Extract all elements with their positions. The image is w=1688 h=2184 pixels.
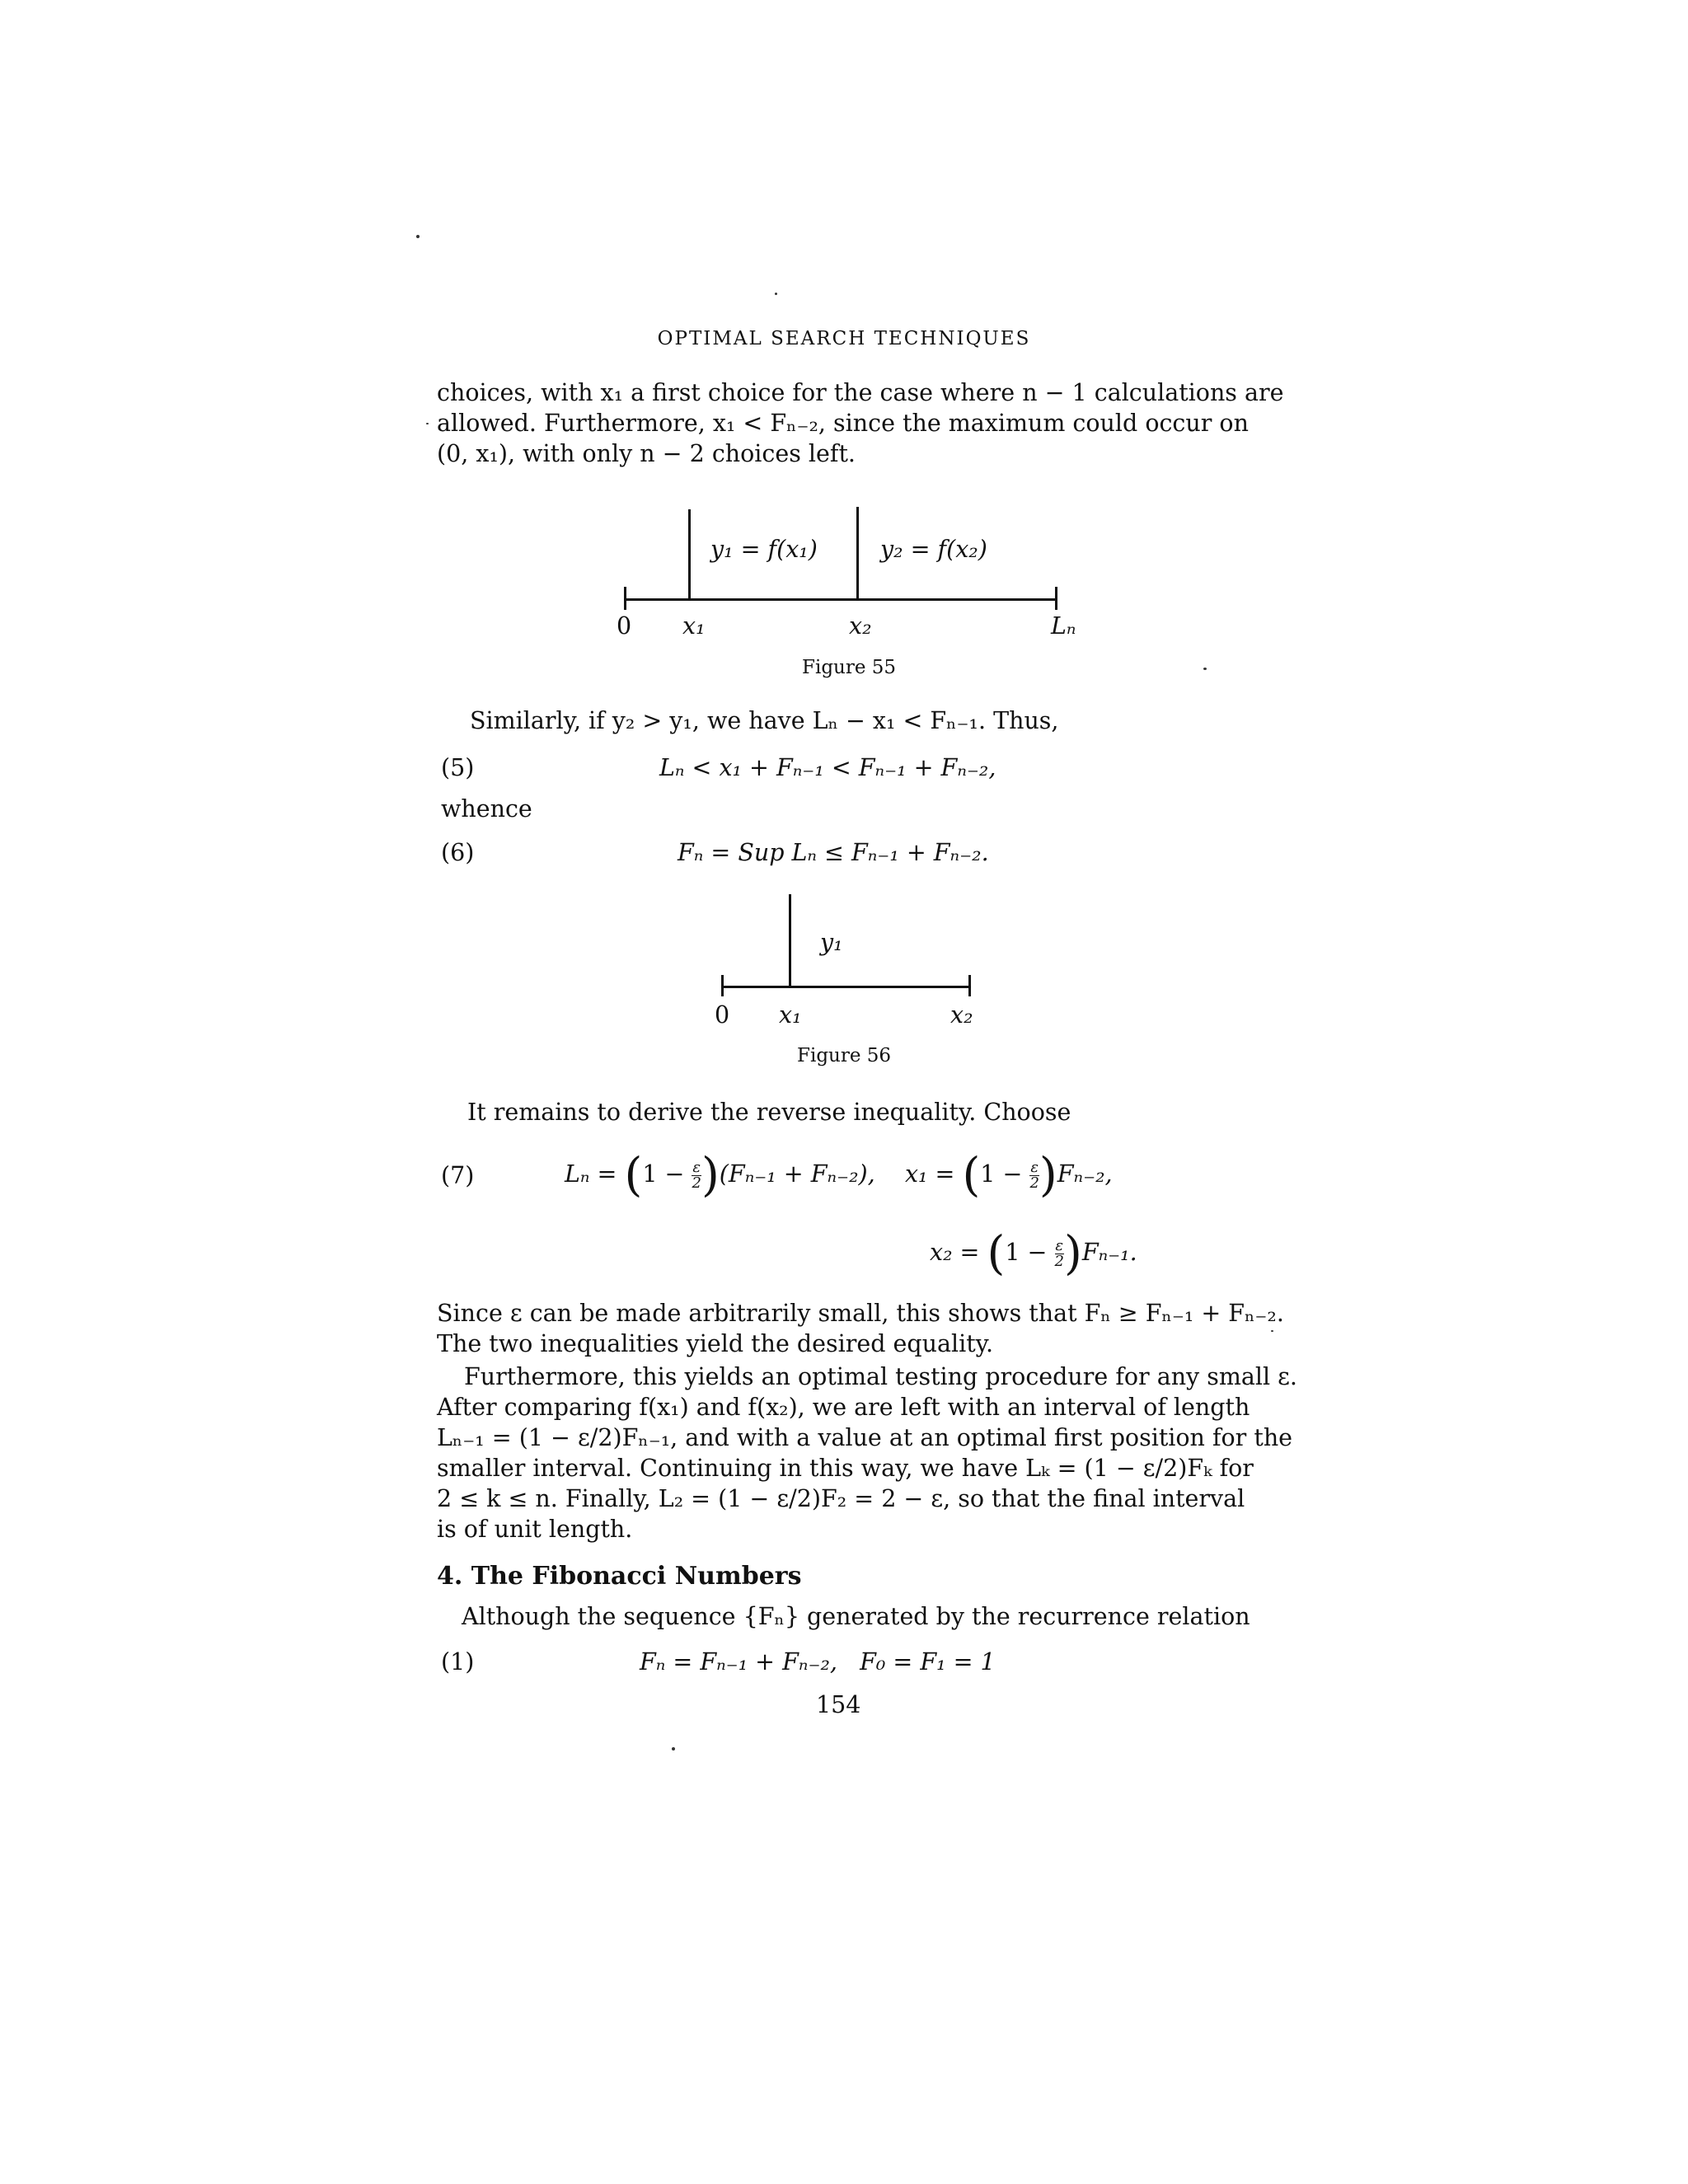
ordinate-y2 <box>856 507 859 600</box>
page-number: 154 <box>816 1691 861 1718</box>
eq7-fraction <box>1029 1160 1039 1191</box>
fig55-axis-Ln: Lₙ <box>1051 612 1076 640</box>
eq7-one-minus: 1 − <box>642 1160 685 1188</box>
scan-speck <box>1271 1330 1273 1332</box>
text-line: smaller interval. Continuing in this way, we have Lₖ = (1 − ε/2)Fₖ for <box>437 1455 1254 1482</box>
fig55-label-y2: y₂ = f(x₂) <box>880 536 987 563</box>
figure-56-caption: Figure 56 <box>797 1045 892 1066</box>
axis-tick-left <box>624 587 626 610</box>
left-paren: ( <box>624 1148 643 1202</box>
paragraph-2: Similarly, if y₂ > y₁, we have Lₙ − x₁ < Fₙ₋₁. Thus, <box>470 707 1059 734</box>
eq7-x1-lhs: x₁ = <box>904 1160 955 1188</box>
running-head: OPTIMAL SEARCH TECHNIQUES <box>657 328 1031 349</box>
equation-6-number: (6) <box>441 839 475 866</box>
eq7-fraction <box>1055 1239 1064 1269</box>
equation-6: Fₙ = Sup Lₙ ≤ Fₙ₋₁ + Fₙ₋₂. <box>678 839 989 866</box>
right-paren: ) <box>701 1148 720 1202</box>
section-heading: 4. The Fibonacci Numbers <box>437 1562 802 1591</box>
fig56-axis-zero: 0 <box>715 1001 730 1029</box>
text-line: 2 ≤ k ≤ n. Finally, L₂ = (1 − ε/2)F₂ = 2 − ε, so that the final interval <box>437 1485 1245 1512</box>
equation-5-number: (5) <box>441 754 475 781</box>
whence-text: whence <box>441 795 532 823</box>
paragraph-6: Although the sequence {Fₙ} generated by the recurrence relation <box>462 1603 1250 1630</box>
equation-1: Fₙ = Fₙ₋₁ + Fₙ₋₂, F₀ = F₁ = 1 <box>640 1648 996 1675</box>
equation-7-line-2 <box>930 1224 1137 1282</box>
figure-55-caption: Figure 55 <box>802 657 897 678</box>
frac-denominator: 2 <box>1054 1253 1064 1270</box>
text-line: is of unit length. <box>437 1516 633 1543</box>
equation-5: Lₙ < x₁ + Fₙ₋₁ < Fₙ₋₁ + Fₙ₋₂, <box>659 754 996 781</box>
fig55-label-y1: y₁ = f(x₁) <box>710 536 818 563</box>
eq7-x1-rest: Fₙ₋₂, <box>1057 1160 1113 1188</box>
fig55-axis-x2: x₂ <box>849 612 872 640</box>
fig56-label-y1: y₁ <box>820 929 843 956</box>
eq7-fraction <box>692 1160 701 1191</box>
paragraph-1 <box>437 377 1284 469</box>
ordinate-y1 <box>789 894 791 987</box>
left-paren: ( <box>962 1148 981 1202</box>
eq7-one-minus: 1 − <box>980 1160 1023 1188</box>
eq7-one-minus: 1 − <box>1005 1239 1048 1266</box>
text-line: (0, x₁), with only n − 2 choices left. <box>437 440 856 467</box>
scan-speck <box>426 423 429 424</box>
fig55-axis-zero: 0 <box>617 612 632 640</box>
equation-7-number: (7) <box>441 1162 475 1189</box>
right-paren: ) <box>1039 1148 1057 1202</box>
frac-numerator: ε <box>1030 1159 1039 1176</box>
text-line: Furthermore, this yields an optimal testing procedure for any small ε. <box>464 1363 1297 1390</box>
equation-7-line-1 <box>565 1146 1113 1203</box>
text-line: The two inequalities yield the desired equality. <box>437 1330 994 1357</box>
axis-line <box>625 598 1056 601</box>
eq7-x2-rest: Fₙ₋₁. <box>1081 1239 1137 1266</box>
frac-numerator: ε <box>692 1159 701 1176</box>
paragraph-5 <box>437 1361 1297 1544</box>
axis-tick-right <box>968 975 971 996</box>
fig56-axis-x2: x₂ <box>950 1001 973 1029</box>
axis-line <box>722 986 969 988</box>
frac-denominator: 2 <box>692 1174 701 1192</box>
scan-speck <box>775 293 777 295</box>
left-paren: ( <box>987 1226 1006 1281</box>
paragraph-4 <box>437 1298 1284 1359</box>
eq7-x2-lhs: x₂ = <box>930 1239 980 1266</box>
frac-denominator: 2 <box>1029 1174 1039 1192</box>
right-paren: ) <box>1063 1226 1082 1281</box>
fig55-axis-x1: x₁ <box>682 612 706 640</box>
scan-speck <box>672 1747 675 1750</box>
text-line: Since ε can be made arbitrarily small, this shows that Fₙ ≥ Fₙ₋₁ + Fₙ₋₂. <box>437 1300 1284 1327</box>
paragraph-3: It remains to derive the reverse inequality. Choose <box>467 1099 1071 1126</box>
axis-tick-left <box>721 975 724 996</box>
text-line: Lₙ₋₁ = (1 − ε/2)Fₙ₋₁, and with a value at an optimal first position for the <box>437 1424 1293 1451</box>
axis-tick-right <box>1055 587 1057 610</box>
frac-numerator: ε <box>1055 1237 1064 1254</box>
ordinate-y1 <box>688 509 691 600</box>
eq7-Ln-lhs: Lₙ = <box>565 1160 617 1188</box>
text-line: choices, with x₁ a first choice for the case where n − 1 calculations are <box>437 379 1284 406</box>
fig56-axis-x1: x₁ <box>779 1001 802 1029</box>
equation-1-number: (1) <box>441 1648 475 1675</box>
text-line: After comparing f(x₁) and f(x₂), we are left with an interval of length <box>437 1394 1250 1421</box>
eq7-Ln-rest: (Fₙ₋₁ + Fₙ₋₂), <box>719 1160 875 1188</box>
scan-speck <box>416 235 420 238</box>
scan-speck <box>1203 668 1207 670</box>
text-line: allowed. Furthermore, x₁ < Fₙ₋₂, since the maximum could occur on <box>437 410 1249 437</box>
